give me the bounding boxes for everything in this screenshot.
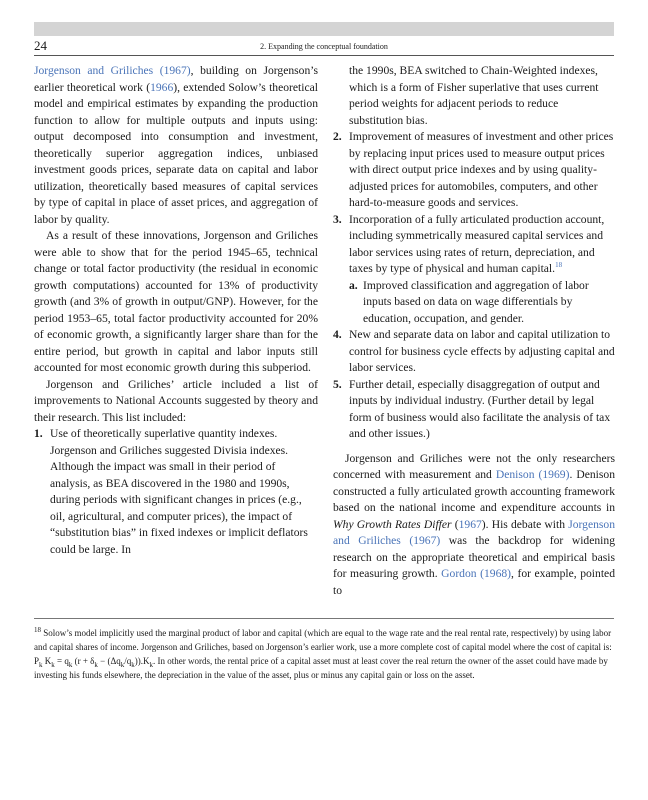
paragraph-2: As a result of these innovations, Jorgenson and Griliches were able to show that for the period 1945–65, technical change or total factor productivity (the residual in economic growth computations) accounted for 13% of productivity growth (and 3% of growth in output/GNP). However, for the period 1953–65, total factor productivity accounted for 20% of economic growth, a significantly larger share than for the entire period, but growth in capital and labor inputs still accounted for most economic growth during this subperiod. (34, 229, 318, 374)
page-number: 24 (34, 38, 47, 53)
book-title: Why Growth Rates Differ (333, 517, 452, 531)
list-item: 1. Use of theoretically superlative quantity indexes. Jorgenson and Griliches suggested Divisia indexes. Although the impact was small in their period of analysis, as BEA discovered in the 1980 and 1990s, during periods with significant changes in prices (e.g., oil, agricultural, and computer prices), the impact of “substitution bias” in fixed indexes or implicit deflators could be large. In (34, 427, 308, 556)
footnote-number: 18 (34, 626, 41, 634)
citation-link[interactable]: Jorgenson and Griliches (1967) (34, 64, 191, 77)
citation-link[interactable]: Jorgenson and Griliches (1967) (333, 517, 615, 547)
list-item: 5. Further detail, especially disaggregation of output and inputs by individual industry. (Further detail by legal form of business would also facilitate the analysis of tax and other issues.) (333, 377, 611, 440)
footnote-ref-link[interactable]: 18 (555, 261, 563, 270)
sub-list-item: a. Improved classification and aggregation of labor inputs based on data on wage differentials by education, occupation, and gender. (349, 278, 589, 325)
citation-year-link[interactable]: 1966 (150, 80, 174, 94)
paragraph-1: Jorgenson and Griliches (1967), building on Jorgenson’s earlier theoretical work (1966), extended Solow’s theoretical model and empirical estimates by expanding the production function to allow for multiple outputs and inputs using: output decomposed into consumption and investment, theoretically superior aggregation indices, unbiased investment goods prices, separate data on capital and labor utilization, theoretically based measures of capital services by type of capital in place of asset prices, and aggregation of labor by quality. (34, 64, 318, 226)
citation-link[interactable]: Gordon (1968) (441, 567, 512, 580)
paragraph-4: Jorgenson and Griliches were not the only researchers concerned with measurement and Denison (1969). Denison constructed a fully articulated growth accounting framework based on the national income and expenditure accounts in Why Growth Rates Differ (1967). His debate with Jorgenson and Griliches (1967) was the backdrop for widening research on the appropriate theoretical and empirical basis for measuring growth. Gordon (1968), for example, pointed to (333, 451, 615, 597)
list-item: 4. New and separate data on labor and capital utilization to control for business cycle effects by adjusting capital and labor services. (333, 328, 615, 374)
header-band (34, 22, 614, 36)
improvements-list-continued (333, 63, 615, 443)
list-item: 2. Improvement of measures of investment and other prices by replacing input prices used to measure output prices with direct output price indexes and by using quality-adjusted prices for automobiles, computers, and other hard-to-measure goods and services. (333, 130, 614, 209)
footnote-rule (34, 618, 614, 619)
improvements-list (34, 426, 318, 558)
citation-year-link[interactable]: 1967 (458, 517, 482, 531)
citation-link[interactable]: Denison (1969) (495, 468, 570, 481)
list-item: the 1990s, BEA switched to Chain-Weighted indexes, which is a form of Fisher superlative that uses current period weights for adjacent periods to reduce substitution bias. (349, 64, 599, 127)
list-item: 3. Incorporation of a fully articulated production account, including symmetrically measured capital services and labor services using rates of return, depreciation, and taxes by type of physical and human capital.$^{18}$ a. Improved classification and aggregation of labor inputs based on data on wage differentials by education, occupation, and gender. (333, 212, 615, 328)
left-column (34, 63, 318, 558)
running-head: 2. Expanding the conceptual foundation (260, 42, 388, 51)
paragraph-3: Jorgenson and Griliches’ article included a list of improvements to National Accounts suggested by theory and their research. This list included: (34, 377, 318, 424)
right-column (333, 63, 615, 599)
header-rule (34, 55, 614, 56)
footnote-18: $^{18}$ Solow’s model implicitly used the marginal product of labor and capital (which are equal to the wage rate and the real rental rate, respectively) by using labor and capital shares of income. Jorgenson and Griliches, based on Jorgenson’s earlier work, use a more complete cost of capital model where the cost of capital is: $P_k$ $K_k = q_k$ $(r + \delta_k - (\Delta q_k/q_k)).K_k$. In other words, the rental price of a capital asset must at least cover the real return the owner of the asset could have made by investing his funds elsewhere, the depreciation in the value of the asset, plus or minus any capital gain or loss on the asset. (34, 626, 612, 680)
